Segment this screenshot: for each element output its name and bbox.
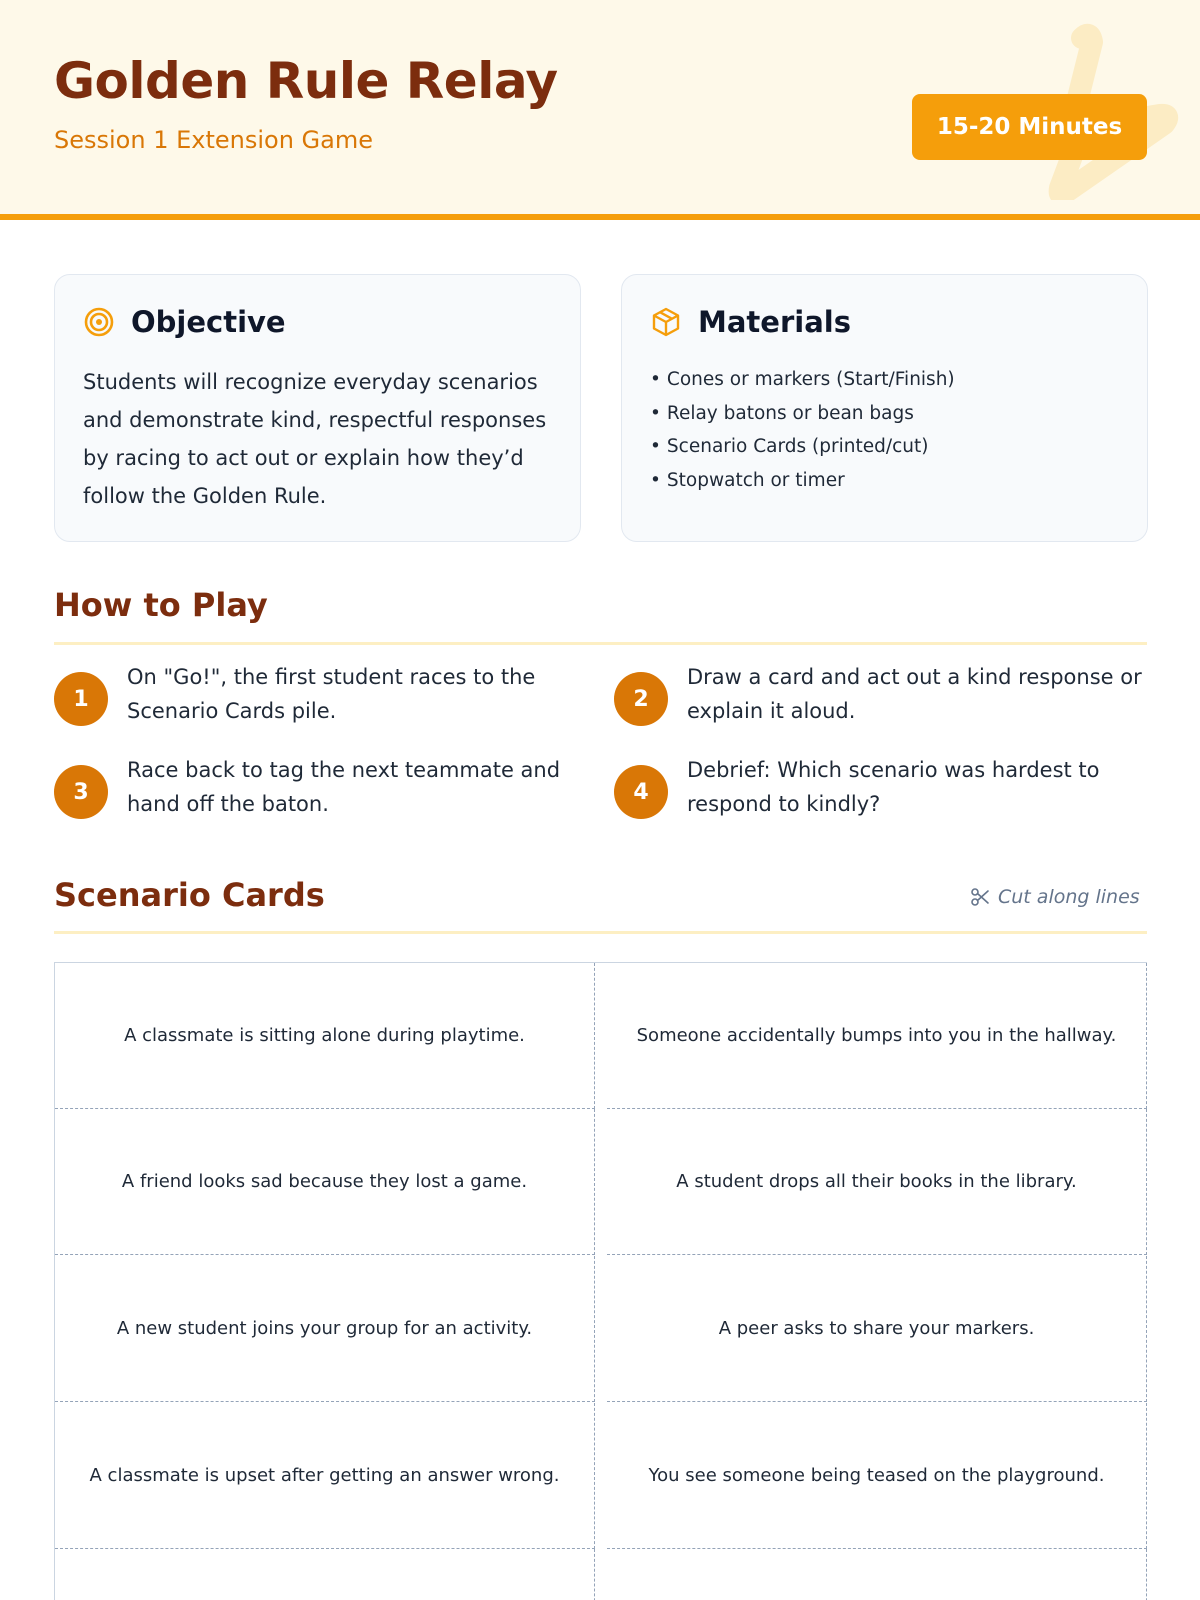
objective-header: [83, 305, 286, 339]
step-number-badge: 3: [54, 765, 108, 819]
scenario-cards-grid: [54, 962, 1147, 1600]
step-item: [614, 665, 1144, 752]
scenario-card: A new student joins your group for an activity.: [55, 1256, 595, 1402]
step-item: [54, 665, 584, 752]
page-subtitle: Session 1 Extension Game: [54, 126, 373, 154]
section-divider: [54, 642, 1147, 645]
section-divider: [54, 931, 1147, 934]
target-icon: [83, 306, 115, 338]
scenario-card: A classmate is sitting alone during playtime.: [55, 963, 595, 1109]
page-title: Golden Rule Relay: [54, 52, 558, 110]
materials-list: [650, 363, 955, 497]
package-icon: [650, 306, 682, 338]
step-text: On "Go!", the first student races to the Scenario Cards pile.: [127, 665, 536, 723]
objective-card: [54, 274, 581, 542]
materials-item: • Cones or markers (Start/Finish): [650, 363, 955, 397]
materials-card: [621, 274, 1148, 542]
how-to-play-heading: How to Play: [54, 586, 268, 624]
step-number-badge: 4: [614, 765, 668, 819]
scenario-card: [607, 1549, 1147, 1600]
objective-title: Objective: [131, 305, 286, 339]
step-text: Race back to tag the next teammate and hand off the baton.: [127, 758, 561, 816]
scenario-card: [55, 1549, 595, 1600]
step-text: Draw a card and act out a kind response or explain it aloud.: [687, 665, 1142, 723]
scissors-icon: [970, 887, 990, 907]
scenario-cards-heading: Scenario Cards: [54, 876, 325, 914]
cut-note: [970, 882, 1150, 912]
step-item: [614, 758, 1144, 845]
materials-item: • Stopwatch or timer: [650, 464, 955, 498]
materials-item: • Scenario Cards (printed/cut): [650, 430, 955, 464]
scenario-card: A friend looks sad because they lost a game.: [55, 1109, 595, 1255]
scenario-card: A student drops all their books in the library.: [607, 1109, 1147, 1255]
step-item: [54, 758, 584, 845]
materials-item: • Relay batons or bean bags: [650, 397, 955, 431]
cut-note-text: Cut along lines: [998, 886, 1140, 908]
duration-badge: 15-20 Minutes: [912, 94, 1147, 160]
step-number-badge: 1: [54, 672, 108, 726]
materials-header: [650, 305, 851, 339]
scenario-card: A peer asks to share your markers.: [607, 1256, 1147, 1402]
scenario-card: You see someone being teased on the playground.: [607, 1403, 1147, 1549]
materials-title: Materials: [698, 305, 851, 339]
step-number-badge: 2: [614, 672, 668, 726]
step-text: Debrief: Which scenario was hardest to respond to kindly?: [687, 758, 1100, 816]
scenario-card: Someone accidentally bumps into you in the hallway.: [607, 963, 1147, 1109]
scenario-card: A classmate is upset after getting an answer wrong.: [55, 1403, 595, 1549]
page-header: [0, 0, 1200, 220]
objective-text: Students will recognize everyday scenarios and demonstrate kind, respectful responses by racing to act out or explain how they’d follow the Golden Rule.: [83, 370, 547, 508]
